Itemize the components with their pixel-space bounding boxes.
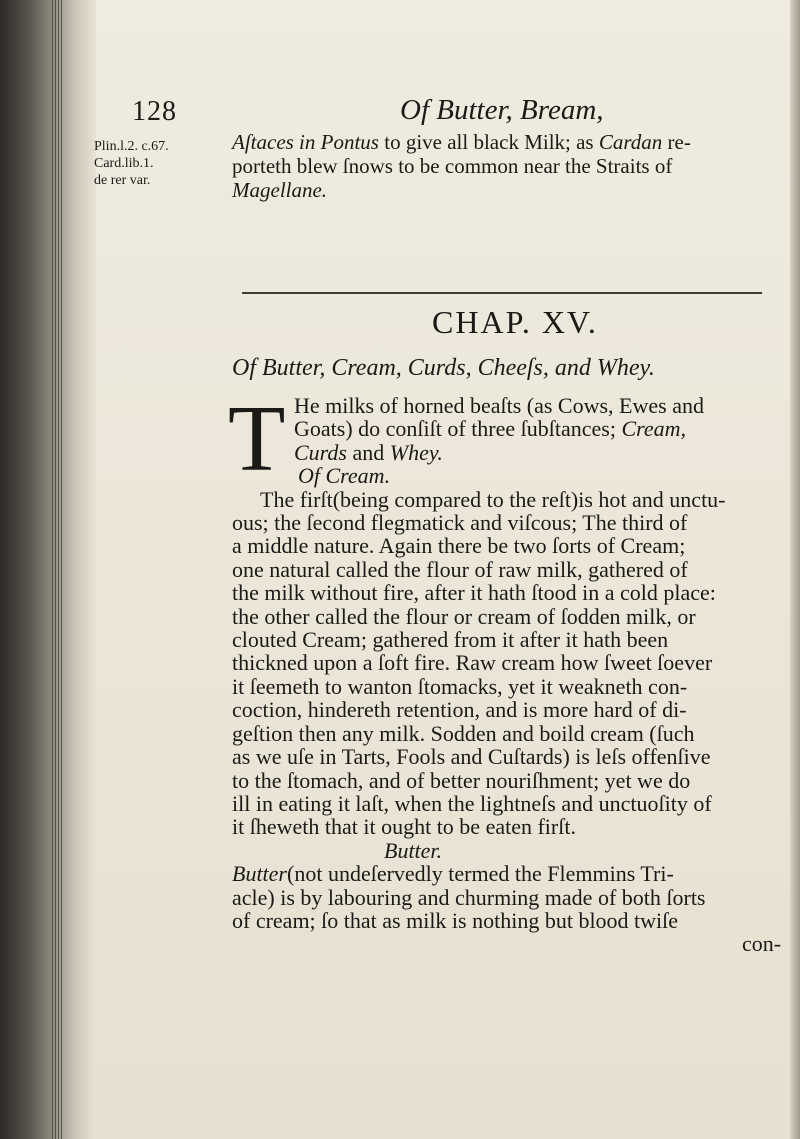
text-line: one natural called the flour of raw milk, gathered of bbox=[232, 556, 688, 582]
text-span: to give all black Milk; as bbox=[378, 130, 599, 154]
intro-paragraph bbox=[232, 130, 788, 202]
italic-phrase: Magellane. bbox=[232, 178, 328, 202]
margin-note bbox=[94, 138, 226, 189]
margin-note-line: de rer var. bbox=[94, 173, 151, 188]
italic-phrase: Aſtaces in Pontus bbox=[232, 130, 379, 154]
italic-phrase: Curds bbox=[294, 439, 347, 465]
text-line: clouted Cream; gathered from it after it hath been bbox=[232, 627, 669, 653]
italic-phrase: Whey. bbox=[389, 439, 443, 465]
running-head: Of Butter, Bream, bbox=[400, 94, 604, 126]
text-span: Goats) do conſiſt of three ſubſtances; bbox=[294, 416, 622, 442]
text-line: ill in eating it laſt, when the lightneſs and unctuoſity of bbox=[232, 790, 712, 816]
text-span: (not undeſervedly termed the Flemmins Tri- bbox=[287, 861, 674, 887]
text-line: it ſheweth that it ought to be eaten firſt. bbox=[232, 814, 576, 840]
text-line: the other called the flour or cream of ſodden milk, or bbox=[232, 603, 696, 629]
italic-phrase: Butter bbox=[232, 861, 287, 887]
text-line: a middle nature. Again there be two ſorts of Cream; bbox=[232, 533, 686, 559]
text-span: re- bbox=[662, 130, 691, 154]
chapter-body bbox=[232, 394, 800, 956]
subhead-cream: Of Cream. bbox=[298, 463, 391, 489]
page-number: 128 bbox=[132, 96, 177, 127]
book-binding-shadow bbox=[0, 0, 96, 1139]
section-divider bbox=[242, 292, 762, 294]
text-line bbox=[232, 417, 800, 440]
drop-cap: T bbox=[228, 387, 286, 491]
text-line: thickned upon a ſoft fire. Raw cream how ſweet ſoever bbox=[232, 650, 713, 676]
text-line: geſtion then any milk. Sodden and boild cream (ſuch bbox=[232, 720, 695, 746]
text-line: The firſt(being compared to the reſt)is hot and unctu- bbox=[260, 486, 726, 512]
margin-note-line: Plin.l.2. c.67. bbox=[94, 139, 169, 154]
text-line bbox=[232, 441, 800, 464]
binding-stitching bbox=[52, 0, 62, 1139]
chapter-title: Of Butter, Cream, Curds, Cheeſs, and Whey. bbox=[232, 355, 655, 381]
italic-phrase: Cream, bbox=[621, 416, 687, 442]
text-line: acle) is by labouring and churming made of both ſorts bbox=[232, 884, 706, 910]
text-line: to the ſtomach, and of better nouriſhment; yet we do bbox=[232, 767, 691, 793]
text-line: ous; the ſecond flegmatick and viſcous; The third of bbox=[232, 510, 688, 536]
text-line: of cream; ſo that as milk is nothing but blood twiſe bbox=[232, 907, 679, 933]
italic-phrase: Cardan bbox=[598, 130, 663, 154]
text-line bbox=[232, 130, 788, 154]
subhead-butter: Butter. bbox=[384, 837, 443, 863]
text-line bbox=[232, 178, 788, 202]
margin-note-line: Card.lib.1. bbox=[94, 156, 154, 171]
text-line: it ſeemeth to wanton ſtomacks, yet it weakneth con- bbox=[232, 673, 688, 699]
text-line: as we uſe in Tarts, Fools and Cuſtards) is leſs offenſive bbox=[232, 744, 711, 770]
text-line: He milks of horned beaſts (as Cows, Ewes and bbox=[294, 393, 704, 418]
text-line: coction, hindereth retention, and is more hard of di- bbox=[232, 697, 687, 723]
text-line: porteth blew ſnows to be common near the Straits of bbox=[232, 154, 673, 178]
text-span: and bbox=[346, 439, 390, 465]
catchword: con- bbox=[742, 931, 782, 957]
chapter-number: CHAP. XV. bbox=[432, 304, 598, 340]
text-line: the milk without fire, after it hath ſtood in a cold place: bbox=[232, 580, 716, 606]
text-line bbox=[232, 862, 800, 885]
